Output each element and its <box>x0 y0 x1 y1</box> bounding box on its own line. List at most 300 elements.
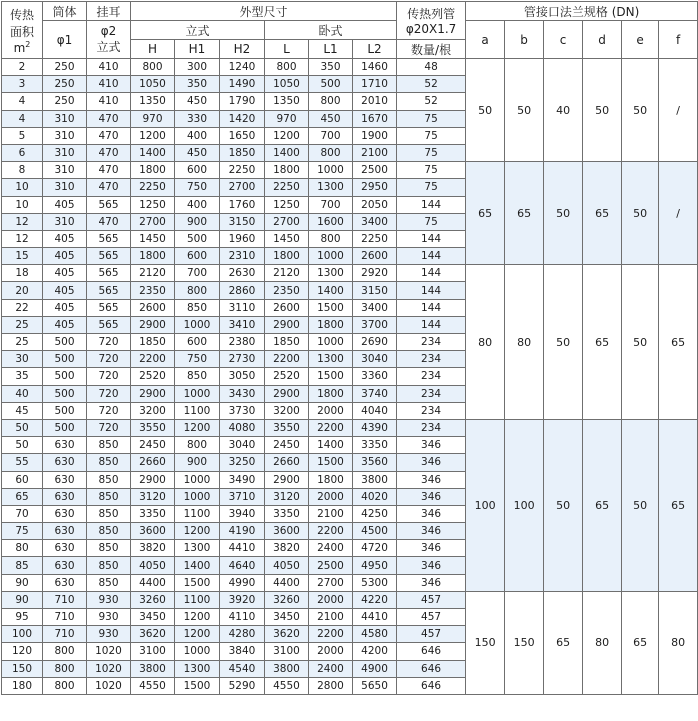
table-cell: 2000 <box>309 591 353 608</box>
table-cell: 1050 <box>265 76 309 93</box>
header-area <box>2 2 43 59</box>
table-cell: 930 <box>87 626 131 643</box>
table-cell: 630 <box>43 505 87 522</box>
table-cell: 970 <box>131 110 175 127</box>
table-cell: 565 <box>87 265 131 282</box>
table-cell: 850 <box>87 471 131 488</box>
table-cell: 3800 <box>131 660 175 677</box>
table-cell: 1050 <box>131 76 175 93</box>
table-cell: 1000 <box>309 248 353 265</box>
table-cell: 405 <box>43 299 87 316</box>
table-cell: 2700 <box>131 213 175 230</box>
table-cell: 2450 <box>265 437 309 454</box>
table-cell: 646 <box>397 643 466 660</box>
table-header <box>2 2 698 59</box>
table-cell: 3600 <box>131 523 175 540</box>
header-flange-a: a <box>466 21 505 59</box>
table-cell: 2630 <box>220 265 265 282</box>
table-cell: 234 <box>397 402 466 419</box>
table-cell: 3350 <box>353 437 397 454</box>
table-cell: 6 <box>2 144 43 161</box>
table-cell: 850 <box>87 574 131 591</box>
table-cell: 2860 <box>220 282 265 299</box>
table-cell: 1760 <box>220 196 265 213</box>
table-cell: 2900 <box>265 385 309 402</box>
table-cell: 1790 <box>220 93 265 110</box>
table-cell: 470 <box>87 110 131 127</box>
table-cell: 1960 <box>220 230 265 247</box>
table-cell: 3150 <box>220 213 265 230</box>
table-cell: 2690 <box>353 334 397 351</box>
table-cell: 4720 <box>353 540 397 557</box>
table-cell: 3550 <box>265 419 309 436</box>
table-cell: 3200 <box>265 402 309 419</box>
table-cell: 3250 <box>220 454 265 471</box>
flange-group-cell: 80 <box>466 265 505 420</box>
table-cell: 2050 <box>353 196 397 213</box>
table-cell: 2120 <box>131 265 175 282</box>
table-cell: 500 <box>43 334 87 351</box>
table-cell: 1800 <box>309 316 353 333</box>
table-cell: 630 <box>43 557 87 574</box>
table-cell: 4410 <box>353 609 397 626</box>
table-cell: 930 <box>87 609 131 626</box>
table-cell: 1250 <box>131 196 175 213</box>
table-cell: 3 <box>2 76 43 93</box>
flange-group-cell: 50 <box>622 419 659 591</box>
table-cell: 3490 <box>220 471 265 488</box>
table-cell: 25 <box>2 316 43 333</box>
table-cell: 1490 <box>220 76 265 93</box>
table-cell: 90 <box>2 591 43 608</box>
table-cell: 4540 <box>220 660 265 677</box>
table-cell: 50 <box>2 437 43 454</box>
table-cell: 1350 <box>131 93 175 110</box>
table-cell: 850 <box>87 505 131 522</box>
table-cell: 646 <box>397 677 466 694</box>
table-cell: 1500 <box>309 454 353 471</box>
table-cell: 3620 <box>131 626 175 643</box>
table-cell: 800 <box>309 144 353 161</box>
table-cell: 250 <box>43 76 87 93</box>
table-cell: 1400 <box>265 144 309 161</box>
table-cell: 630 <box>43 437 87 454</box>
table-cell: 5300 <box>353 574 397 591</box>
table-cell: 2900 <box>131 385 175 402</box>
table-cell: 800 <box>309 93 353 110</box>
table-cell: 2010 <box>353 93 397 110</box>
table-cell: 2100 <box>353 144 397 161</box>
header-tubes-count: 数量/根 <box>397 40 466 59</box>
flange-group-cell: 65 <box>622 591 659 694</box>
table-cell: 2380 <box>220 334 265 351</box>
table-cell: 4900 <box>353 660 397 677</box>
header-h1: H1 <box>175 40 220 59</box>
table-cell: 1200 <box>175 626 220 643</box>
table-cell: 55 <box>2 454 43 471</box>
flange-group-cell: 50 <box>505 59 544 162</box>
flange-group-cell: 50 <box>544 162 583 265</box>
table-cell: 1300 <box>309 351 353 368</box>
table-cell: 3700 <box>353 316 397 333</box>
table-cell: 750 <box>175 179 220 196</box>
table-cell: 75 <box>397 127 466 144</box>
table-cell: 234 <box>397 351 466 368</box>
table-cell: 95 <box>2 609 43 626</box>
table-cell: 3120 <box>265 488 309 505</box>
table-cell: 2350 <box>265 282 309 299</box>
header-lug: 挂耳 <box>87 2 131 21</box>
table-cell: 3040 <box>220 437 265 454</box>
table-cell: 1000 <box>175 488 220 505</box>
table-body <box>2 59 698 695</box>
table-cell: 630 <box>43 540 87 557</box>
table-cell: 2950 <box>353 179 397 196</box>
table-cell: 120 <box>2 643 43 660</box>
table-cell: 3820 <box>265 540 309 557</box>
table-cell: 1020 <box>87 660 131 677</box>
table-cell: 700 <box>175 265 220 282</box>
table-cell: 4400 <box>131 574 175 591</box>
table-cell: 310 <box>43 179 87 196</box>
table-cell: 3820 <box>131 540 175 557</box>
table-cell: 1710 <box>353 76 397 93</box>
table-cell: 3840 <box>220 643 265 660</box>
table-cell: 2600 <box>265 299 309 316</box>
table-cell: 45 <box>2 402 43 419</box>
table-cell: 1850 <box>131 334 175 351</box>
table-cell: 70 <box>2 505 43 522</box>
table-cell: 900 <box>175 213 220 230</box>
table-cell: 800 <box>175 282 220 299</box>
table-cell: 3050 <box>220 368 265 385</box>
table-cell: 3730 <box>220 402 265 419</box>
table-cell: 300 <box>175 59 220 76</box>
table-cell: 3940 <box>220 505 265 522</box>
table-cell: 630 <box>43 523 87 540</box>
table-cell: 4500 <box>353 523 397 540</box>
table-cell: 1000 <box>175 385 220 402</box>
table-cell: 565 <box>87 299 131 316</box>
table-cell: 3400 <box>353 299 397 316</box>
table-cell: 5650 <box>353 677 397 694</box>
table-cell: 144 <box>397 282 466 299</box>
table-cell: 1800 <box>265 248 309 265</box>
table-cell: 3360 <box>353 368 397 385</box>
table-cell: 144 <box>397 248 466 265</box>
table-cell: 234 <box>397 368 466 385</box>
flange-group-cell: / <box>659 59 698 162</box>
table-cell: 2120 <box>265 265 309 282</box>
table-cell: 1000 <box>175 643 220 660</box>
table-cell: 410 <box>87 59 131 76</box>
table-cell: 2350 <box>131 282 175 299</box>
table-cell: 710 <box>43 591 87 608</box>
table-cell: 565 <box>87 282 131 299</box>
table-cell: 565 <box>87 248 131 265</box>
table-cell: 470 <box>87 213 131 230</box>
table-cell: 3350 <box>265 505 309 522</box>
table-cell: 750 <box>175 351 220 368</box>
header-tubes-line2: φ20X1.7 <box>405 22 457 36</box>
table-cell: 2730 <box>220 351 265 368</box>
table-cell: 1500 <box>309 299 353 316</box>
flange-group-cell: 50 <box>622 265 659 420</box>
table-cell: 1400 <box>309 282 353 299</box>
table-cell: 1240 <box>220 59 265 76</box>
table-cell: 450 <box>175 93 220 110</box>
header-area-unit-sup: 2 <box>25 39 31 49</box>
table-cell: 3450 <box>265 609 309 626</box>
table-cell: 850 <box>87 540 131 557</box>
table-cell: 850 <box>87 437 131 454</box>
flange-group-cell: 40 <box>544 59 583 162</box>
table-cell: 1400 <box>309 437 353 454</box>
header-h: H <box>131 40 175 59</box>
table-cell: 1800 <box>265 162 309 179</box>
table-cell: 2500 <box>309 557 353 574</box>
header-flange-e: e <box>622 21 659 59</box>
table-cell: 2 <box>2 59 43 76</box>
table-cell: 4280 <box>220 626 265 643</box>
table-cell: 1800 <box>131 162 175 179</box>
table-cell: 250 <box>43 59 87 76</box>
table-cell: 4390 <box>353 419 397 436</box>
table-cell: 410 <box>87 93 131 110</box>
table-cell: 1100 <box>175 591 220 608</box>
table-cell: 630 <box>43 454 87 471</box>
flange-group-cell: 50 <box>544 265 583 420</box>
table-cell: 346 <box>397 574 466 591</box>
flange-group-cell: 80 <box>505 265 544 420</box>
table-cell: 12 <box>2 213 43 230</box>
table-cell: 85 <box>2 557 43 574</box>
table-cell: 1300 <box>175 660 220 677</box>
table-cell: 4 <box>2 110 43 127</box>
table-cell: 1200 <box>265 127 309 144</box>
table-row <box>2 591 698 608</box>
table-cell: 470 <box>87 162 131 179</box>
table-cell: 2100 <box>309 505 353 522</box>
table-cell: 18 <box>2 265 43 282</box>
table-cell: 405 <box>43 248 87 265</box>
table-cell: 2000 <box>309 488 353 505</box>
table-cell: 565 <box>87 196 131 213</box>
table-cell: 2100 <box>309 609 353 626</box>
table-cell: 600 <box>175 248 220 265</box>
table-cell: 1850 <box>220 144 265 161</box>
table-cell: 65 <box>2 488 43 505</box>
table-cell: 1000 <box>309 334 353 351</box>
table-cell: 1800 <box>309 385 353 402</box>
table-cell: 4110 <box>220 609 265 626</box>
table-cell: 2250 <box>131 179 175 196</box>
table-cell: 1670 <box>353 110 397 127</box>
table-cell: 700 <box>309 127 353 144</box>
table-cell: 1400 <box>175 557 220 574</box>
table-cell: 4950 <box>353 557 397 574</box>
table-cell: 75 <box>397 110 466 127</box>
table-cell: 2660 <box>265 454 309 471</box>
table-cell: 4550 <box>131 677 175 694</box>
table-cell: 310 <box>43 127 87 144</box>
table-cell: 405 <box>43 265 87 282</box>
table-cell: 100 <box>2 626 43 643</box>
table-cell: 75 <box>397 179 466 196</box>
table-cell: 3350 <box>131 505 175 522</box>
table-cell: 1900 <box>353 127 397 144</box>
table-cell: 346 <box>397 471 466 488</box>
flange-group-cell: 65 <box>544 591 583 694</box>
table-cell: 1000 <box>175 471 220 488</box>
table-cell: 4020 <box>353 488 397 505</box>
table-cell: 22 <box>2 299 43 316</box>
table-cell: 800 <box>265 59 309 76</box>
table-cell: 144 <box>397 230 466 247</box>
table-cell: 457 <box>397 591 466 608</box>
table-cell: 2600 <box>353 248 397 265</box>
table-cell: 1450 <box>265 230 309 247</box>
table-cell: 720 <box>87 385 131 402</box>
table-cell: 346 <box>397 557 466 574</box>
table-cell: 410 <box>87 76 131 93</box>
flange-group-cell: / <box>659 162 698 265</box>
table-cell: 3400 <box>353 213 397 230</box>
table-cell: 850 <box>175 299 220 316</box>
table-cell: 4220 <box>353 591 397 608</box>
header-lug-vertical: 立式 <box>96 40 121 54</box>
header-tubes <box>397 2 466 40</box>
table-cell: 310 <box>43 110 87 127</box>
table-cell: 4190 <box>220 523 265 540</box>
table-cell: 3040 <box>353 351 397 368</box>
table-cell: 5 <box>2 127 43 144</box>
table-cell: 2200 <box>309 523 353 540</box>
table-cell: 1460 <box>353 59 397 76</box>
table-cell: 720 <box>87 419 131 436</box>
table-cell: 710 <box>43 609 87 626</box>
table-cell: 470 <box>87 144 131 161</box>
table-cell: 850 <box>87 488 131 505</box>
flange-group-cell: 50 <box>622 162 659 265</box>
table-cell: 470 <box>87 179 131 196</box>
table-cell: 1250 <box>265 196 309 213</box>
table-cell: 2200 <box>265 351 309 368</box>
flange-group-cell: 65 <box>659 419 698 591</box>
table-cell: 2900 <box>265 316 309 333</box>
table-cell: 1800 <box>131 248 175 265</box>
table-cell: 3740 <box>353 385 397 402</box>
table-cell: 3120 <box>131 488 175 505</box>
table-cell: 600 <box>175 162 220 179</box>
table-cell: 10 <box>2 196 43 213</box>
table-cell: 2250 <box>220 162 265 179</box>
flange-group-cell: 150 <box>505 591 544 694</box>
table-cell: 800 <box>175 437 220 454</box>
table-cell: 500 <box>309 76 353 93</box>
flange-group-cell: 80 <box>659 591 698 694</box>
table-cell: 4580 <box>353 626 397 643</box>
table-cell: 144 <box>397 299 466 316</box>
flange-group-cell: 65 <box>505 162 544 265</box>
table-cell: 4640 <box>220 557 265 574</box>
table-cell: 800 <box>309 230 353 247</box>
table-cell: 346 <box>397 454 466 471</box>
header-area-line1: 传热 <box>9 7 34 22</box>
table-cell: 3100 <box>265 643 309 660</box>
table-cell: 1020 <box>87 643 131 660</box>
flange-group-cell: 50 <box>544 419 583 591</box>
table-cell: 1200 <box>175 419 220 436</box>
header-area-unit: m <box>13 40 26 55</box>
table-cell: 3260 <box>131 591 175 608</box>
table-cell: 1650 <box>220 127 265 144</box>
table-cell: 1200 <box>175 523 220 540</box>
table-cell: 2700 <box>220 179 265 196</box>
table-cell: 710 <box>43 626 87 643</box>
header-lug-sub <box>87 21 131 59</box>
table-row <box>2 59 698 76</box>
header-h2: H2 <box>220 40 265 59</box>
table-cell: 5290 <box>220 677 265 694</box>
header-flange-d: d <box>583 21 622 59</box>
table-cell: 4040 <box>353 402 397 419</box>
table-cell: 3110 <box>220 299 265 316</box>
flange-group-cell: 100 <box>505 419 544 591</box>
table-cell: 4550 <box>265 677 309 694</box>
table-cell: 900 <box>175 454 220 471</box>
table-cell: 3710 <box>220 488 265 505</box>
table-cell: 720 <box>87 402 131 419</box>
table-cell: 90 <box>2 574 43 591</box>
table-cell: 3800 <box>265 660 309 677</box>
table-cell: 970 <box>265 110 309 127</box>
table-cell: 500 <box>175 230 220 247</box>
table-cell: 1100 <box>175 402 220 419</box>
table-cell: 646 <box>397 660 466 677</box>
table-cell: 630 <box>43 471 87 488</box>
table-cell: 15 <box>2 248 43 265</box>
table-cell: 12 <box>2 230 43 247</box>
table-cell: 1500 <box>175 677 220 694</box>
table-cell: 80 <box>2 540 43 557</box>
table-cell: 30 <box>2 351 43 368</box>
table-cell: 25 <box>2 334 43 351</box>
table-cell: 1350 <box>265 93 309 110</box>
table-cell: 346 <box>397 505 466 522</box>
table-cell: 144 <box>397 196 466 213</box>
table-cell: 144 <box>397 316 466 333</box>
flange-group-cell: 50 <box>622 59 659 162</box>
table-cell: 4410 <box>220 540 265 557</box>
table-cell: 75 <box>397 213 466 230</box>
table-cell: 346 <box>397 488 466 505</box>
table-cell: 4400 <box>265 574 309 591</box>
header-shell: 筒体 <box>43 2 87 21</box>
table-cell: 500 <box>43 368 87 385</box>
table-cell: 405 <box>43 196 87 213</box>
header-l2: L2 <box>353 40 397 59</box>
table-cell: 10 <box>2 179 43 196</box>
table-cell: 234 <box>397 385 466 402</box>
table-cell: 1500 <box>175 574 220 591</box>
table-cell: 3620 <box>265 626 309 643</box>
header-vertical: 立式 <box>131 21 265 40</box>
table-cell: 457 <box>397 609 466 626</box>
header-dimensions: 外型尺寸 <box>131 2 397 21</box>
table-cell: 8 <box>2 162 43 179</box>
table-cell: 3150 <box>353 282 397 299</box>
